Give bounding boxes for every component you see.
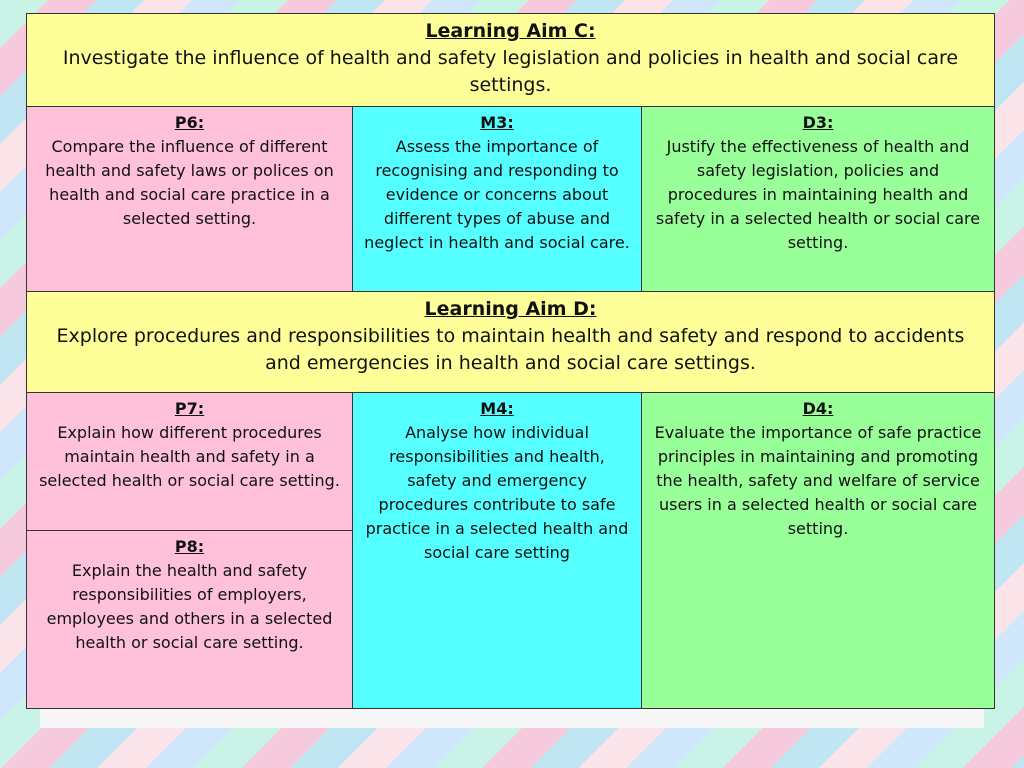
criterion-d3-text: Justify the effectiveness of health and safety legislation, policies and procedures in maintaining health and safety in a selected health or social care setting.	[655, 137, 981, 252]
criterion-p6	[27, 107, 353, 292]
criterion-d4	[642, 393, 995, 709]
learning-aim-c	[27, 14, 995, 107]
criterion-p8-text: Explain the health and safety responsibilities of employers, employees and others in a selected health or social care setting.	[46, 561, 333, 652]
criterion-p7-code: P7:	[174, 399, 205, 418]
criterion-m4	[353, 393, 642, 709]
criterion-m3-text: Assess the importance of recognising and responding to evidence or concerns about different types of abuse and neglect in health and social care.	[364, 137, 630, 252]
criterion-p7	[27, 393, 353, 531]
criterion-m3-code: M3:	[480, 113, 514, 132]
criterion-p7-text: Explain how different procedures maintain health and safety in a selected health or social care setting.	[39, 423, 340, 490]
learning-aim-d-heading: Learning Aim D:	[424, 298, 597, 320]
criterion-d4-text: Evaluate the importance of safe practice principles in maintaining and promoting the health, safety and welfare of service users in a selected health or social care setting.	[654, 423, 982, 538]
criterion-m3	[353, 107, 642, 292]
assessment-criteria-table	[26, 13, 995, 709]
learning-aim-d	[27, 292, 995, 393]
criterion-p8-code: P8:	[174, 537, 205, 556]
criterion-d3	[642, 107, 995, 292]
criterion-p6-code: P6:	[174, 113, 205, 132]
learning-aim-d-text: Explore procedures and responsibilities to maintain health and safety and respond to accidents and emergencies in health and social care settings.	[56, 325, 965, 374]
slide-shadow	[40, 706, 984, 728]
criterion-m4-text: Analyse how individual responsibilities and health, safety and emergency procedures contribute to safe practice in a selected health and social care setting	[365, 423, 629, 562]
criterion-d3-code: D3:	[802, 113, 834, 132]
learning-aim-c-heading: Learning Aim C:	[425, 20, 596, 42]
criterion-d4-code: D4:	[802, 399, 834, 418]
learning-aim-c-text: Investigate the influence of health and safety legislation and policies in health and social care settings.	[62, 47, 959, 96]
criterion-p8	[27, 531, 353, 709]
criterion-m4-code: M4:	[480, 399, 514, 418]
criterion-p6-text: Compare the influence of different health and safety laws or polices on health and social care practice in a selected setting.	[45, 137, 334, 228]
